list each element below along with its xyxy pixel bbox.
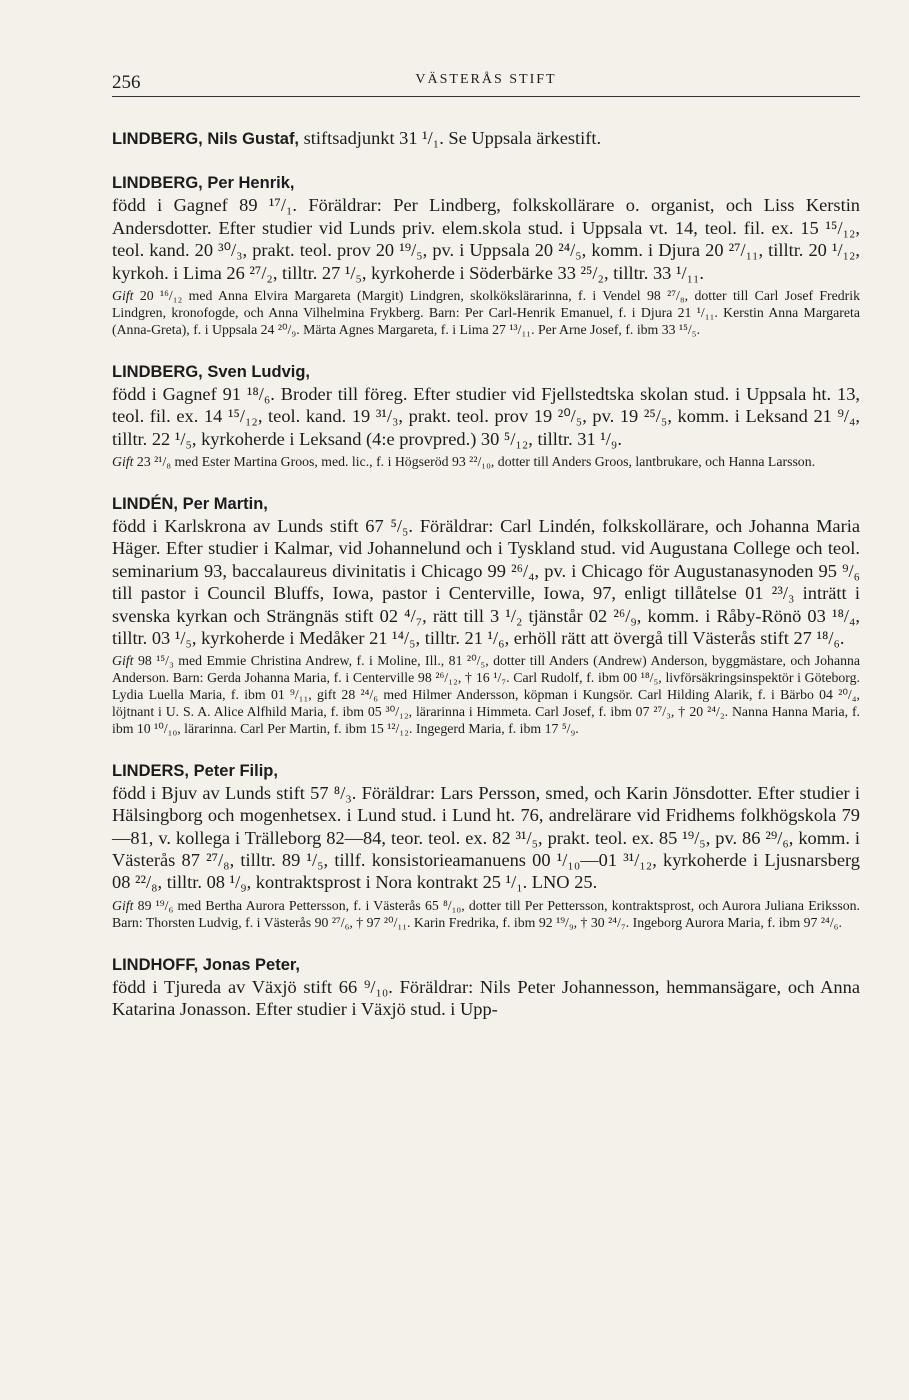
family-text: 89 ¹⁹/₆ med Bertha Aurora Pettersson, f. i Västerås 65 ⁸/₁₀, dotter till Per Pettersson, kontraktsprost, och Aurora Juliana Eriksson. Barn: Thorsten Ludvig, f. i Västerås 90 ²⁷/₆, † 97 ²⁰/₁₁. Karin Fredrika, f. ibm 92 ¹⁹/₉, † 30 ²⁴/₇. Ingeborg Aurora Maria, f. ibm 97 ²⁴/₆. bbox=[112, 897, 860, 930]
entry-body: född i Gagnef 89 ¹⁷/₁. Föräldrar: Per Lindberg, folkskollärare o. organist, och Liss Kerstin Andersdotter. Efter studier vid Lunds priv. elem.skola stud. i Uppsala vt. 14, teol. fil. ex. 15 ¹⁵/₁₂, teol. kand. 20 ³⁰/₃, prakt. teol. prov 20 ¹⁹/₅, pv. i Uppsala 20 ²⁴/₅, komm. i Djura 20 ²⁷/₁₁, tilltr. 20 ¹/₁₂, kyrkoh. i Lima 26 ²⁷/₂, tilltr. 27 ¹/₅, kyrkoherde i Söderbärke 33 ²⁵/₂, tilltr. 33 ¹/₁₁. bbox=[112, 195, 860, 283]
family-label: Gift bbox=[112, 453, 134, 469]
family-label: Gift bbox=[112, 288, 134, 304]
entry-lindberg-sven bbox=[112, 361, 860, 471]
entry-body: stiftsadjunkt 31 ¹/₁. Se Uppsala ärkestift. bbox=[303, 128, 602, 148]
entry-body: född i Tjureda av Växjö stift 66 ⁹/₁₀. Föräldrar: Nils Peter Johannesson, hemmansägare, och Anna Katarina Jonasson. Efter studier i Växjö stud. i Upp- bbox=[112, 976, 860, 1020]
entry-lindberg-per bbox=[112, 172, 860, 338]
entry-family bbox=[112, 288, 860, 339]
entry-name: LINDERS, Peter Filip, bbox=[112, 761, 278, 780]
family-text: 23 ²¹/₈ med Ester Martina Groos, med. lic., f. i Högseröd 93 ²²/₁₀, dotter till Anders Groos, lantbrukare, och Hanna Larsson. bbox=[136, 453, 816, 469]
entry-linders-peter bbox=[112, 760, 860, 932]
entry-linden-per bbox=[112, 493, 860, 738]
running-title: VÄSTERÅS STIFT bbox=[415, 72, 557, 87]
entry-lindhoff-jonas bbox=[112, 954, 860, 1021]
document-page bbox=[112, 60, 860, 1021]
entry-name: LINDÉN, Per Martin, bbox=[112, 494, 268, 513]
family-text: 20 ¹⁶/₁₂ med Anna Elvira Margareta (Margit) Lindgren, skolkökslärarinna, f. i Vendel 98 ²⁷/₈, dotter till Carl Josef Fredrik Lindgren, kronofogde, och Anna Vilhelmina Frykberg. Barn: Per Carl-Henrik Emanuel, f. i Djura 21 ¹/₁₁. Kerstin Anna Margareta (Anna-Greta), f. i Uppsala 24 ²⁰/₉. Märta Agnes Margareta, f. i Lima 27 ¹³/₁₁. Per Arne Josef, f. ibm 33 ¹⁵/₅. bbox=[112, 288, 861, 337]
entry-body: född i Gagnef 91 ¹⁸/₆. Broder till föreg. Efter studier vid Fjellstedtska skolan stud. i Uppsala ht. 13, teol. fil. ex. 14 ¹⁵/₁₂, teol. kand. 19 ³¹/₃, prakt. teol. prov 19 ²⁰/₅, pv. 19 ²⁵/₅, komm. i Leksand 21 ⁹/₄, tilltr. 22 ¹/₅, kyrkoherde i Leksand (4:e provpred.) 30 ⁵/₁₂, tilltr. 31 ¹/₉. bbox=[112, 383, 860, 449]
entry-lindberg-nils bbox=[112, 127, 860, 150]
entry-family bbox=[112, 454, 860, 471]
entry-name: LINDBERG, Nils Gustaf, bbox=[112, 130, 300, 148]
entry-name: LINDHOFF, Jonas Peter, bbox=[112, 955, 300, 974]
entry-body: född i Bjuv av Lunds stift 57 ⁸/₃. Föräldrar: Lars Persson, smed, och Karin Jönsdotter. Efter studier i Hälsingborg och mogenhetsex. i Lund stud. i Lund ht. 76, andrelärare vid Fridhems folkhögskola 79—81, v. kollega i Trälleborg 82—84, teor. teol. ex. 82 ³¹/₅, prakt. teol. ex. 85 ¹⁹/₅, pv. 86 ²⁹/₆, komm. i Västerås 87 ²⁷/₈, tilltr. 89 ¹/₅, tillf. konsistorieamanuens 00 ¹/₁₀—01 ³¹/₁₂, kyrkoherde i Ljusnarsberg 08 ²²/₈, tilltr. 08 ¹/₉, kontraktsprost i Nora kontrakt 25 ¹/₁. LNO 25. bbox=[112, 782, 860, 893]
page-header bbox=[112, 60, 860, 97]
family-text: 98 ¹⁵/₃ med Emmie Christina Andrew, f. i Moline, Ill., 81 ²⁰/₅, dotter till Anders (Andrew) Anderson, byggmästare, och Johanna Anderson. Barn: Gerda Johanna Maria, f. i Centerville 98 ²⁶/₁₂, † 16 ¹/₇. Carl Rudolf, f. ibm 00 ¹⁸/₅, livförsäkringsinspektör i Göteborg. Lydia Luella Maria, f. ibm 01 ⁹/₁₁, gift 28 ²⁴/₆ med Hilmer Andersson, köpman i Kungsör. Carl Hilding Alarik, f. i Bärbo 04 ²⁰/₄, löjtnant i U. S. A. Alice Alfhild Maria, f. ibm 05 ³⁰/₁₂, lärarinna i Himmeta. Carl Josef, f. ibm 07 ²⁷/₃, † 20 ²⁴/₂. Nanna Hanna Maria, f. ibm 10 ¹⁰/₁₀, lärarinna. Carl Per Martin, f. ibm 15 ¹²/₁₂. Ingegerd Maria, f. ibm 17 ⁵/₉. bbox=[112, 653, 860, 736]
page-number: 256 bbox=[112, 72, 141, 93]
family-label: Gift bbox=[112, 653, 134, 669]
entry-name: LINDBERG, Sven Ludvig, bbox=[112, 362, 311, 381]
entry-body: född i Karlskrona av Lunds stift 67 ⁵/₅. Föräldrar: Carl Lindén, folkskollärare, och Johanna Maria Häger. Efter studier i Kalmar, vid Johannelund och i Tyskland stud. vid Augustana College och teol. seminarium 93, baccalaureus divinitatis i Chicago 99 ²⁶/₄, pv. i Chicago för Augustanasynoden 95 ⁹/₆ till pastor i Council Bluffs, Iowa, pastor i Centerville, Iowa, 97, enligt tillåtelse 01 ²³/₃ inträtt i svenska kyrkan och Strängnäs stift 02 ⁴/₇, rätt till 3 ¹/₂ tjänstår 02 ²⁶/₉, komm. i Råby-Rönö 03 ¹⁸/₄, tilltr. 03 ¹/₅, kyrkoherde i Medåker 21 ¹⁴/₅, tilltr. 21 ¹/₆, erhöll rätt att övergå till Västerås stift 27 ¹⁸/₆. bbox=[112, 515, 860, 648]
entry-family bbox=[112, 898, 860, 932]
family-label: Gift bbox=[112, 897, 134, 913]
entry-family bbox=[112, 653, 860, 738]
entry-name: LINDBERG, Per Henrik, bbox=[112, 174, 295, 193]
